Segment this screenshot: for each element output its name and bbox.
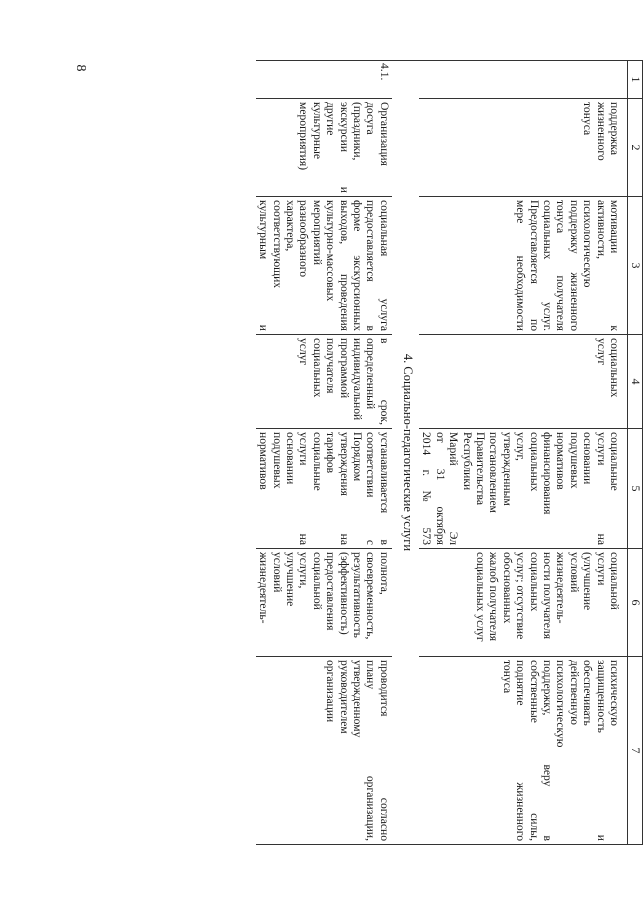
cell-line: обоснованных [500,552,514,624]
cell-line: поддержка [608,102,621,156]
cell-line: соответствии с [364,432,378,545]
cell-line: условий [270,552,284,593]
cell-line: психологическую [554,660,568,748]
cell-line: жизненного тонуса [581,102,608,161]
cell-line: мероприятий [310,200,324,266]
cell-line: Организация досуга [364,102,391,166]
cell-line: программой [337,338,351,399]
cell-line: услуги на [297,432,311,545]
table-row [256,61,392,845]
cell-line: (эффективность) [337,552,351,635]
cell-line: предоставления [324,552,338,631]
cell-line: психическую [608,660,621,726]
cell-description [419,197,628,335]
cell-line: ности получателя [540,552,554,640]
cell-line: тонуса [500,660,514,694]
cell-line: тарифов [324,432,338,474]
cell-line: Правительства [473,432,487,505]
cell-line: своевременность, [364,552,378,640]
cell-line: полнота, [377,552,391,595]
cell-line: поддержку, веру в [540,660,554,841]
cell-line: психологическую [581,200,595,288]
cell-line: основании [284,432,298,485]
cell-line: социальных [527,552,541,612]
cell-tariff [419,429,628,549]
cell-line: социальных [527,432,541,492]
cell-line: утвержденным [500,432,514,506]
cell-line: мероприятия) [297,102,311,171]
cell-line: (улучшение [581,552,595,611]
col-header-6: 6 [628,549,643,657]
cell-line: действенную [567,660,581,725]
cell-line: Порядком [351,432,365,482]
cell-line: услуг; отсутствие [514,552,528,640]
cell-service-name [419,99,628,197]
section-row [392,61,419,845]
cell-line: утвержденному [351,660,365,738]
col-header-2: 2 [628,99,643,197]
cell-line: форме экскурсионных [351,200,365,331]
cell-line: 2014 г. № 573 [420,432,434,545]
col-header-7: 7 [628,657,643,845]
cell-line: услуг [594,338,608,366]
cell-line: социальные [608,432,621,491]
cell-line: результативность [351,552,365,638]
rotated-table-page [118,60,643,844]
cell-line: постановлением [487,432,501,513]
col-header-3: 3 [628,197,643,335]
cell-line: услуги на [594,432,608,545]
cell-line: индивидуальной [351,338,365,421]
cell-term [419,335,628,429]
cell-line: плану организации, [364,660,378,841]
cell-line: руководителем [337,660,351,734]
cell-term [256,335,392,429]
cell-line: утверждения на [337,432,351,545]
cell-quality [256,549,392,657]
cell-line: организации [324,660,338,723]
cell-line: улучшение [284,552,298,607]
cell-description [256,197,392,335]
cell-line: подушевых [270,432,284,489]
col-header-1: 1 [628,61,643,99]
cell-line: социальных услуг [473,552,487,642]
cell-line: Марий Эл [447,432,461,545]
cell-conditions [256,657,392,845]
section-title: 4. Социально-педагогические услуги [392,61,419,845]
cell-line: поднятие жизненного [514,660,528,841]
header-row [628,61,643,845]
cell-line: активности, [594,200,608,259]
cell-line: устанавливается в [377,432,391,545]
cell-line: социальных [608,338,621,398]
cell-line: социальной [608,552,621,610]
cell-line: обеспечивать [581,660,595,726]
cell-line: собственные силы, [527,660,541,841]
cell-line: нормативов [554,432,568,490]
cell-line: выходов, проведения [337,200,351,331]
cell-line: разнообразного [297,200,311,278]
page-number: 8 [73,64,88,72]
cell-tariff [256,429,392,549]
cell-line: (праздники, [351,102,365,161]
cell-line: соответствующих [270,200,284,289]
cell-line: услуги, [297,552,311,589]
cell-line: культурные [310,102,324,160]
cell-line: культурно-массовых [324,200,338,302]
cell-line: мотивации к [608,200,621,331]
col-header-4: 4 [628,335,643,429]
cell-line: социальные [310,432,324,491]
cell-line: финансирования [540,432,554,515]
cell-line: Предоставляется по [527,200,541,331]
cell-line: в срок, [377,338,391,425]
cell-line: подушевых [567,432,581,489]
cell-conditions [419,657,628,845]
cell-line: социальных услуг. [540,200,554,331]
cell-line: социальной [310,552,324,610]
cell-line: услуг [297,338,311,366]
cell-line: экскурсии и другие [324,102,351,193]
services-table [256,60,643,845]
cell-line: тонуса получателя [554,200,568,331]
cell-line: получателя [324,338,338,394]
cell-line: условий [567,552,581,593]
cell-line: защищенность и [594,660,608,841]
cell-line: культурным и [257,200,271,331]
cell-service-name [256,99,392,197]
cell-line: социальных [310,338,324,398]
cell-line: жалоб получателя [487,552,501,642]
cell-line: жизнедеятель- [554,552,568,624]
cell-line: жизнедеятель- [257,552,271,624]
cell-line: услуги [594,552,608,586]
cell-quality [419,549,628,657]
cell-line: определенный [364,338,378,410]
cell-line: от 31 октября [433,432,447,545]
cell-line: характера, [284,200,298,252]
col-header-5: 5 [628,429,643,549]
cell-line: услуг, [514,432,528,461]
cell-line: Республики [460,432,474,491]
cell-number [419,61,628,99]
cell-line: социальная услуга [377,200,391,331]
cell-line: предоставляется в [364,200,378,331]
cell-line: основании [581,432,595,485]
cell-line: нормативов [257,432,271,490]
cell-line: проводится согласно [377,660,391,841]
table-row [419,61,628,845]
cell-line: поддержку жизненного [567,200,581,331]
cell-number: 4.1. [256,61,392,99]
cell-line: мере необходимости [514,200,528,331]
